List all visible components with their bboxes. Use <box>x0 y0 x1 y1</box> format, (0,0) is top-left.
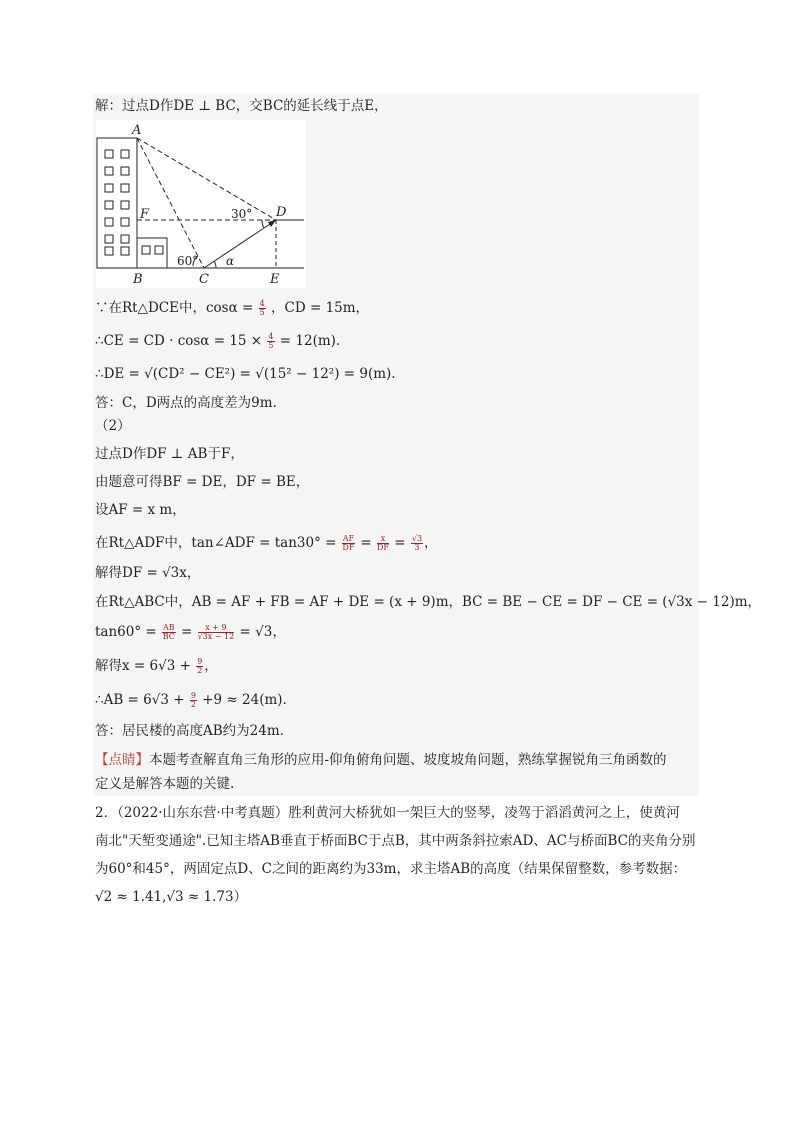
label-d: D <box>276 205 287 220</box>
fraction-root3-3: $\frac{√3}{3}$ <box>411 534 423 552</box>
geometry-diagram <box>96 120 306 288</box>
label-alpha: α <box>226 254 235 268</box>
line14-pre: 解得x = 6√3 + <box>95 658 191 674</box>
line3-post: = 12(m). <box>279 333 341 349</box>
line10-pre: 在Rt△ADF中，tan∠ADF = tan30° = <box>95 535 337 551</box>
solution-line-12: 在Rt△ABC中，AB = AF + FB = AF + DE = (x + 9)m，BC = BE − CE = DF − CE = (√3x − 12)m， <box>95 594 762 610</box>
fraction-4-5: $\frac{4}{5}$ <box>259 299 265 317</box>
solution-line-15 <box>95 690 287 710</box>
solution-line-9: 设AF = x m， <box>95 502 186 518</box>
line15-pre: ∴AB = 6√3 + <box>95 692 185 708</box>
label-30: 30° <box>231 207 253 221</box>
label-a: A <box>132 123 142 138</box>
question-line-3: 为60°和45°，两固定点D、C之间的距离约为33m，求主塔AB的高度（结果保留整数，参考数据： <box>95 861 687 877</box>
solution-line-4: ∴DE = √(CD² − CE²) = √(15² − 12²) = 9(m). <box>95 366 396 382</box>
line2-pre: ∵在Rt△DCE中，cosα = <box>95 300 254 316</box>
solution-line-10: 在Rt△ADF中，tan∠ADF = tan30° = $\frac{AF}{DF}$ = $\frac{x}{DF}$ = $\frac{√3}{3}$ ， <box>95 534 438 552</box>
fraction-ab-bc: $\frac{AB}{BC}$ <box>162 623 175 641</box>
fraction-9-2b: $\frac{9}{2}$ <box>190 691 196 709</box>
fraction-4-5b: $\frac{4}{5}$ <box>268 332 274 350</box>
question-line-4: √2 ≈ 1.41,√3 ≈ 1.73） <box>95 889 248 905</box>
label-e: E <box>270 272 280 287</box>
label-f: F <box>140 207 150 222</box>
solution-line-11: 解得DF = √3x， <box>95 565 201 581</box>
label-c: C <box>199 272 209 287</box>
solution-line-5: 答：C，D两点的高度差为9m. <box>95 395 277 411</box>
solution-line-7: 过点D作DF ⊥ AB于F， <box>95 446 244 462</box>
label-60: 60° <box>177 254 199 268</box>
line13-post: = √3， <box>239 624 286 640</box>
line3-pre: ∴CE = CD · cosα = 15 × <box>95 333 263 349</box>
solution-line-6: （2） <box>95 418 131 434</box>
fraction-x-df: $\frac{x}{DF}$ <box>376 534 389 552</box>
solution-line-1: 解：过点D作DE ⊥ BC，交BC的延长线于点E， <box>95 98 388 114</box>
diagram-svg <box>96 120 306 288</box>
comment-body: 本题考查解直角三角形的应用-仰角俯角问题、坡度坡角问题，熟练掌握锐角三角函数的 <box>149 752 667 768</box>
label-b: B <box>133 272 143 287</box>
solution-line-2 <box>95 298 369 318</box>
question-line-1: 2．（2022·山东东营·中考真题）胜利黄河大桥犹如一架巨大的竖琴，凌驾于滔滔黄河之上，使黄河 <box>95 805 680 821</box>
line13-pre: tan60° = <box>95 624 157 640</box>
comment-line-1 <box>95 750 667 770</box>
line2-post: ，CD = 15m， <box>271 300 370 316</box>
building-outline <box>97 138 137 268</box>
fraction-af-df: $\frac{AF}{DF}$ <box>342 534 355 552</box>
line15-post: +9 ≈ 24(m). <box>202 692 287 708</box>
solution-line-14: 解得x = 6√3 + $\frac{9}{2}$ ， <box>95 657 218 675</box>
solution-line-3 <box>95 331 340 351</box>
solution-line-16: 答：居民楼的高度AB约为24m. <box>95 723 284 739</box>
comment-tag: 【点睛】 <box>95 752 149 768</box>
fraction-9-2: $\frac{9}{2}$ <box>197 657 203 675</box>
solution-line-8: 由题意可得BF = DE，DF = BE， <box>95 474 310 490</box>
solution-line-13: tan60° = $\frac{AB}{BC}$ = $\frac{x + 9}{√3x - 12}$ = √3， <box>95 623 286 641</box>
fraction-x9: $\frac{x + 9}{√3x - 12}$ <box>197 623 235 641</box>
comment-line-2: 定义是解答本题的关键. <box>95 776 235 792</box>
question-line-2: 南北"天堑变通途".已知主塔AB垂直于桥面BC于点B，其中两条斜拉索AD、AC与桥面BC的夹角分别 <box>95 833 696 849</box>
